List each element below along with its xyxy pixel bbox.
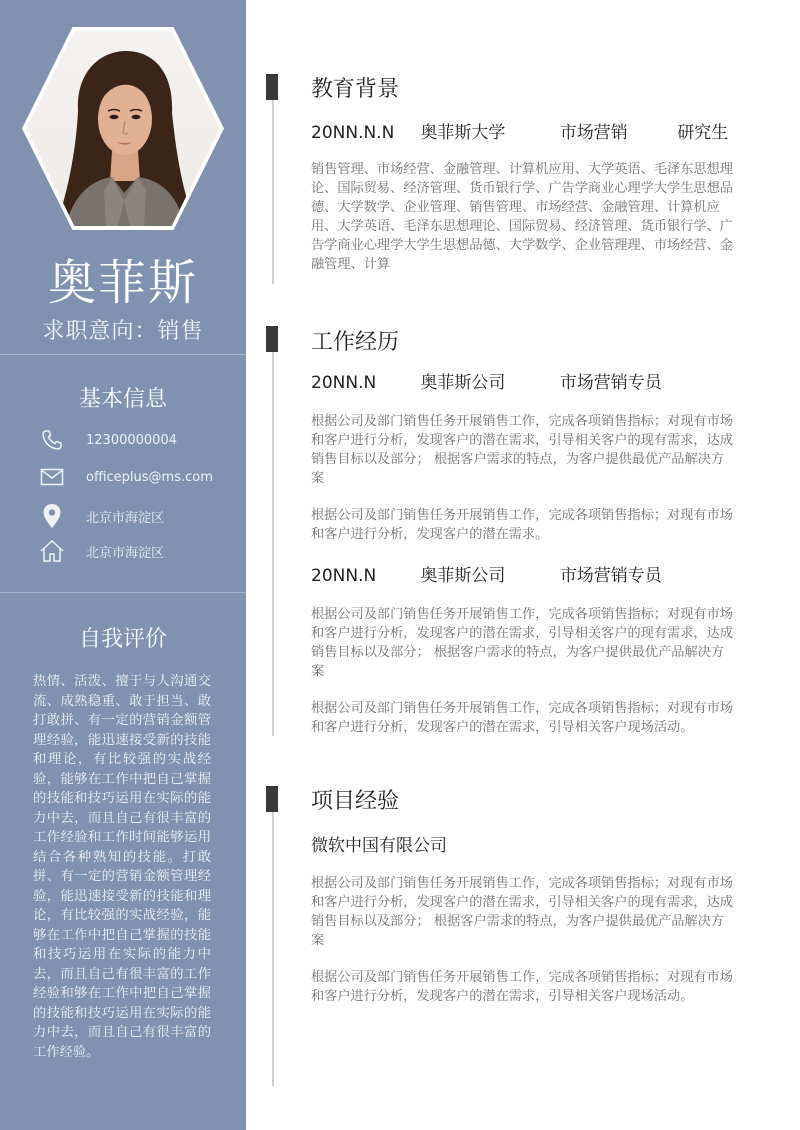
education-meta [311,118,728,143]
self-eval-title: 自我评价 [78,627,167,652]
home-text: 北京市海淀区 [86,545,165,561]
education-courses: 销售管理、市场经营、金融管理、计算机应用、大学英语、毛泽东思想理论、国际贸易、经济管理、货币银行学、广告学商业心理学大学生思想品德、大学数学、企业管理、销售管理、市场经营、金融管理、计算机应用、大学英语、毛泽东思想理论、国际贸易、经济管理、货币银行学、广告学商业心理学大学生思想品德、大学数学、企业管理理、市场经营、金融管理、计算 [311,162,733,272]
education-degree: 研究生 [677,123,729,143]
job-meta [311,368,662,393]
job-position: 市场营销专员 [559,373,662,393]
avatar [26,31,220,226]
job-description: 根据公司及部门销售任务开展销售工作，完成各项销售指标；对现有市场和客户进行分析，发现客户的潜在需求。 [311,508,733,542]
phone-icon [38,426,66,454]
job-date: 20NN.N [311,566,377,586]
sidebar [0,0,246,1130]
email-row [38,463,238,491]
self-eval-text: 热情、活泼、擅于与人沟通交流、成熟稳重、敢于担当、敢打敢拼、有一定的营销金额管理经验，能迅速接受新的技能和理论，有比较强的实战经验，能够在工作中把自己掌握的技能和技巧运用在实际的能力中去，而且自己有很丰富的工作经验和工作时间能够运用结合各种熟知的技能。打敢拼、有一定的营销金额管理经验，能迅速接受新的技能和理论，有比较强的实战经验，能够在工作中把自己掌握的技能和技巧运用在实际的能力中去，而且自己有很丰富的工作经验和够在工作中把自己掌握的技能和技巧运用在实际的能力中去，而且自己有很丰富的工作经验。 [33,674,211,1060]
education-school: 奥菲斯大学 [420,123,506,143]
project-description: 根据公司及部门销售任务开展销售工作，完成各项销售指标；对现有市场和客户进行分析，发现客户的潜在需求，引导相关客户的现有需求，达成销售目标以及部分； 根据客户需求的特点，为客户提供最优产品解决方案 [311,876,733,948]
section-marker [266,786,278,812]
project-description: 根据公司及部门销售任务开展销售工作，完成各项销售指标；对现有市场和客户进行分析，发现客户的潜在需求，引导相关客户现场活动。 [311,970,733,1004]
job-description: 根据公司及部门销售任务开展销售工作，完成各项销售指标；对现有市场和客户进行分析，发现客户的潜在需求，引导相关客户现场活动。 [311,701,733,735]
phone-row [38,426,238,454]
address-text: 北京市海淀区 [86,510,165,526]
job-meta [311,561,662,586]
location-pin-icon [38,502,66,530]
section-marker [266,326,278,352]
education-date: 20NN.N.N [311,123,395,143]
sidebar-divider [0,592,246,593]
profile-photo [22,27,224,230]
sidebar-divider [0,354,246,355]
home-icon [38,537,66,565]
job-company: 奥菲斯公司 [420,373,506,393]
education-title: 教育背景 [311,77,400,102]
job-position: 市场营销专员 [559,566,662,586]
email-text: officeplus@ms.com [86,469,213,485]
job-description: 根据公司及部门销售任务开展销售工作，完成各项销售指标；对现有市场和客户进行分析，发现客户的潜在需求，引导相关客户的现有需求，达成销售目标以及部分； 根据客户需求的特点，为客户提供最优产品解决方案 [311,607,733,679]
home-row [38,537,238,565]
section-marker [266,74,278,100]
address-row [38,502,238,530]
job-date: 20NN.N [311,373,377,393]
project-title: 项目经验 [311,789,400,814]
timeline-line [272,326,274,736]
job-company: 奥菲斯公司 [420,566,506,586]
job-intent: 求职意向：销售 [42,319,204,344]
basic-info-title: 基本信息 [78,387,167,412]
timeline-line [272,74,274,284]
project-company: 微软中国有限公司 [311,836,447,856]
job-description: 根据公司及部门销售任务开展销售工作，完成各项销售指标；对现有市场和客户进行分析，发现客户的潜在需求，引导相关客户的现有需求，达成销售目标以及部分； 根据客户需求的特点，为客户提供最优产品解决方案 [311,414,733,486]
candidate-name: 奥菲斯 [47,255,198,311]
timeline-line [272,786,274,1086]
phone-text: 12300000004 [86,432,177,448]
education-major: 市场营销 [559,123,628,143]
work-title: 工作经历 [311,330,400,355]
mail-icon [38,463,66,491]
